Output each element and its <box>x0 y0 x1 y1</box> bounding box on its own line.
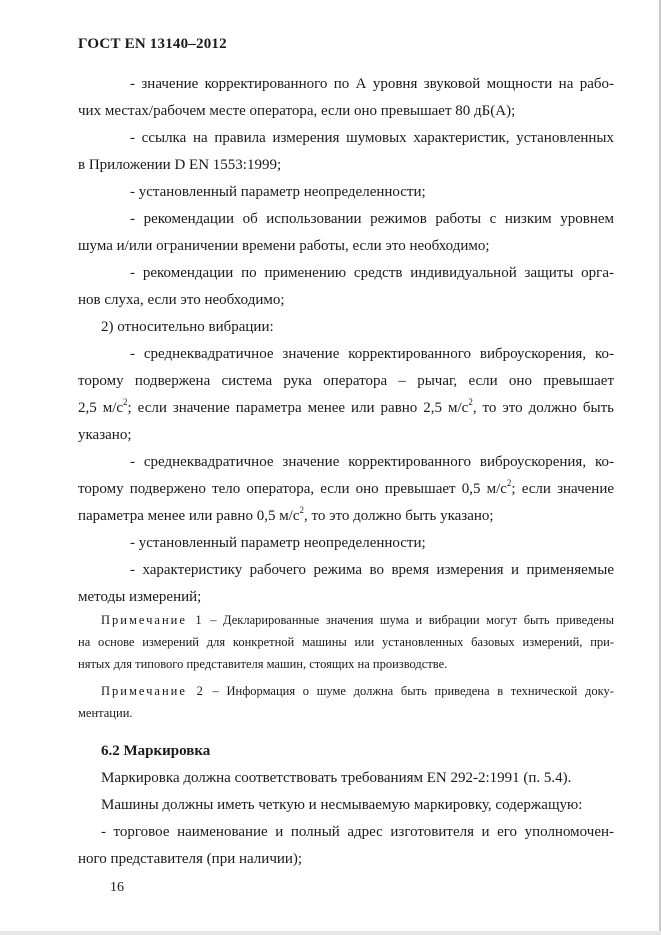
text-line: - установленный параметр неопределенности; <box>130 535 426 551</box>
text-line: нов слуха, если это необходимо; <box>78 292 285 308</box>
note-line: ментации. <box>78 706 133 720</box>
note-label: Примечание 1 <box>101 613 204 627</box>
text-line: - торговое наименование и полный адрес изготовителя и его уполномочен- <box>101 824 614 840</box>
text-line: - рекомендации по применению средств индивидуальной защиты орга- <box>130 265 614 281</box>
note-label: Примечание 2 <box>101 684 205 698</box>
text-line: указано; <box>78 427 132 443</box>
text-line: - характеристику рабочего режима во время измерения и применяемые <box>130 562 614 578</box>
page-edge-bottom <box>0 931 661 935</box>
page-number: 16 <box>110 880 124 895</box>
text-line: - ссылка на правила измерения шумовых характеристик, установленных <box>130 130 614 146</box>
text-line: чих местах/рабочем месте оператора, если оно превышает 80 дБ(А); <box>78 103 516 119</box>
paragraph: Машины должны иметь четкую и несмываемую маркировку, содержащую: <box>101 797 583 813</box>
text-line: - среднеквадратичное значение корректированного виброускорения, ко- <box>130 454 614 470</box>
text-line: параметра менее или равно 0,5 $м/с^2$, то это должно быть указано; <box>78 505 494 524</box>
paragraph: Маркировка должна соответствовать требованиям EN 292-2:1991 (п. 5.4). <box>101 770 572 786</box>
section-title: 6.2 Маркировка <box>101 743 211 759</box>
note-line: нятых для типового представителя машин, стоящих на производстве. <box>78 657 448 671</box>
list-heading: 2) относительно вибрации: <box>101 319 274 335</box>
note-1: Примечание 1 – Декларированные значения шума и вибрации могут быть приведены <box>101 613 614 627</box>
text-line: - значение корректированного по А уровня звуковой мощности на рабо- <box>130 76 614 92</box>
text-line: 2,5 $м/с^2$; если значение параметра менее или равно 2,5 $м/с^2$, то это должно быть <box>78 397 614 416</box>
text-line: - среднеквадратичное значение корректированного виброускорения, ко- <box>130 346 614 362</box>
text-line: торому подвержено тело оператора, если оно превышает 0,5 $м/с^2$; если значение <box>78 478 614 497</box>
text-line: шума и/или ограничении времени работы, если это необходимо; <box>78 238 490 254</box>
text-line: в Приложении D EN 1553:1999; <box>78 157 282 173</box>
text-line: - рекомендации об использовании режимов работы с низким уровнем <box>130 211 614 227</box>
text-line: торому подвержена система рука оператора – рычаг, если оно превышает <box>78 373 614 389</box>
note-2: Примечание 2 – Информация о шуме должна быть приведена в технической доку- <box>101 684 614 698</box>
text-line: - установленный параметр неопределенности; <box>130 184 426 200</box>
text-line: ного представителя (при наличии); <box>78 851 303 867</box>
document-header: ГОСТ EN 13140–2012 <box>78 36 227 52</box>
note-line: на основе измерений для конкретной машины или установленных базовых измерений, при- <box>78 635 614 649</box>
text-line: методы измерений; <box>78 589 202 605</box>
